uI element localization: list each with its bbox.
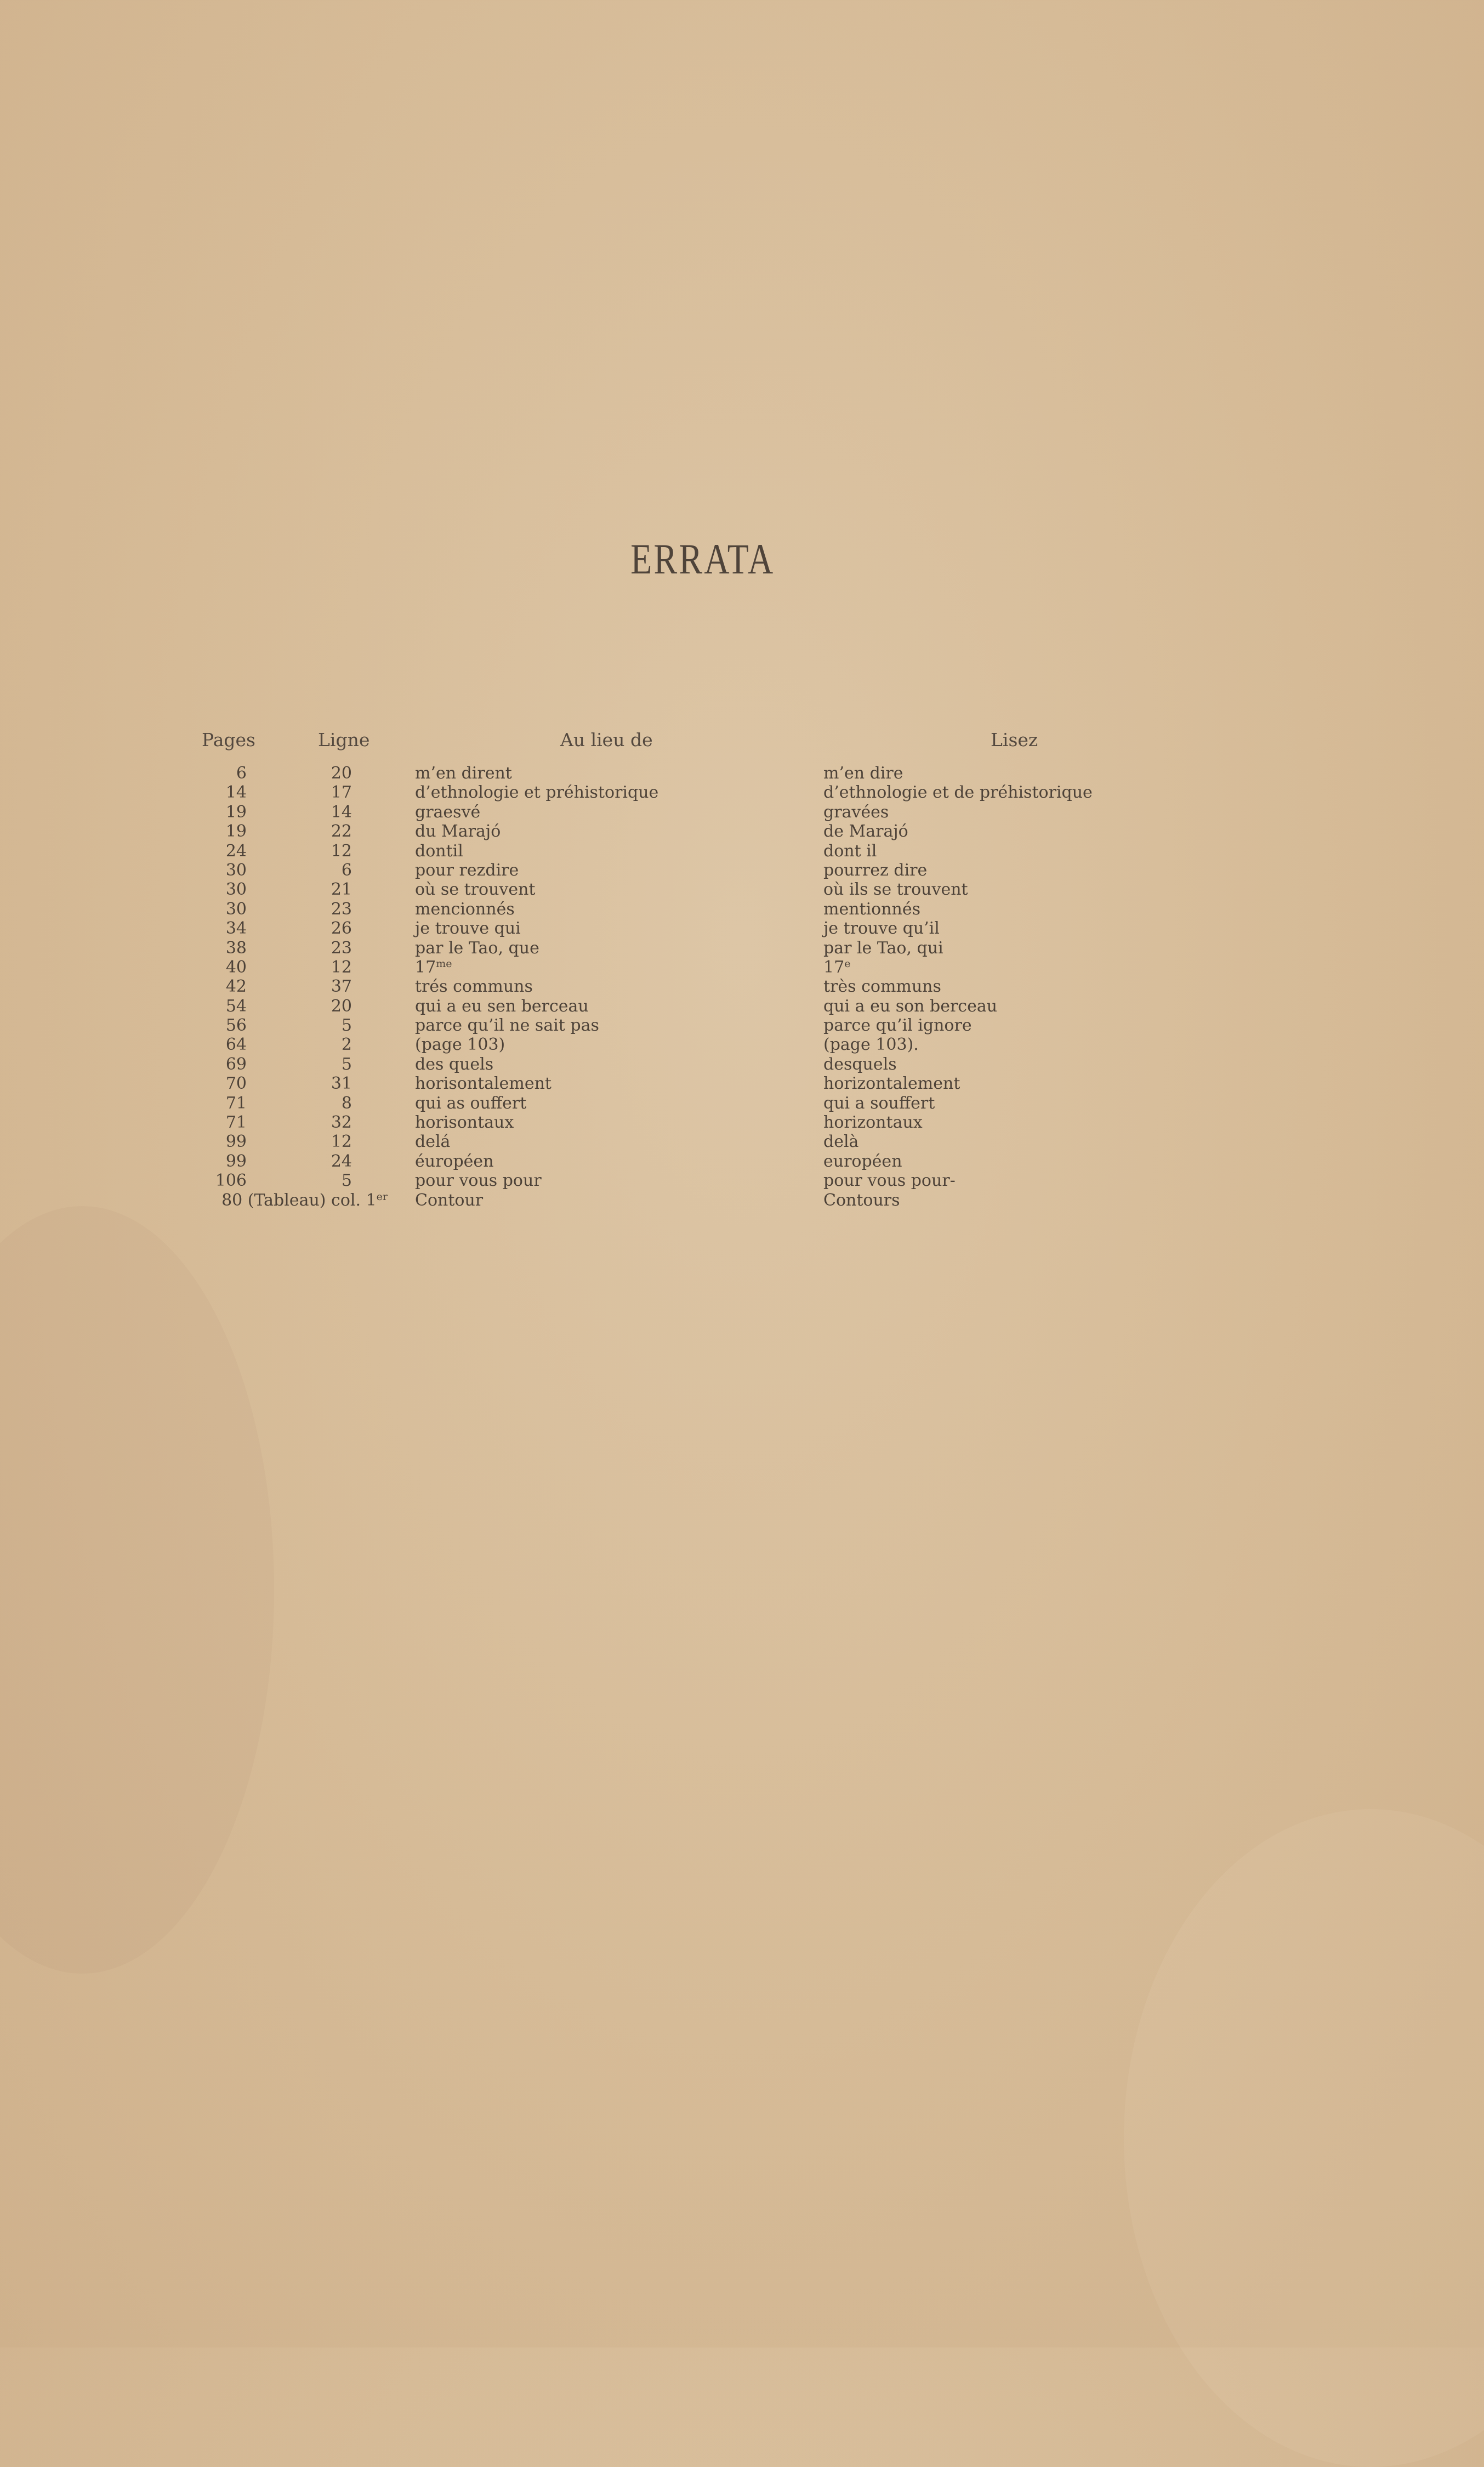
corrected-text: delà bbox=[823, 1132, 859, 1152]
page-number: 56 bbox=[225, 1016, 247, 1036]
page-title: ERRATA bbox=[630, 535, 775, 583]
page-number: 6 bbox=[236, 764, 247, 783]
erroneous-text: mencionnés bbox=[415, 899, 515, 919]
line-number: 24 bbox=[331, 1151, 352, 1171]
line-number: 12 bbox=[331, 1132, 352, 1152]
erroneous-text: trés communs bbox=[415, 977, 533, 997]
corrected-text: qui a eu son berceau bbox=[823, 996, 998, 1016]
erroneous-text: Contour bbox=[415, 1190, 484, 1210]
superscript: me bbox=[436, 957, 452, 970]
paper-stain bbox=[1124, 1809, 1484, 2467]
page-number: 30 bbox=[225, 860, 247, 880]
corrected-text: pourrez dire bbox=[823, 860, 928, 880]
line-number: 26 bbox=[331, 919, 352, 939]
corrected-text: Contours bbox=[823, 1190, 900, 1210]
erroneous-text: parce qu’il ne sait pas bbox=[415, 1016, 599, 1036]
erroneous-text: éuropéen bbox=[415, 1151, 494, 1171]
page-note-text: 80 (Tableau) col. 1 bbox=[221, 1190, 377, 1210]
page-number: 99 bbox=[225, 1132, 247, 1152]
page-number: 24 bbox=[225, 841, 247, 861]
header-pages: Pages bbox=[202, 729, 255, 751]
erroneous-text: où se trouvent bbox=[415, 880, 536, 900]
erroneous-text: horisontalement bbox=[415, 1074, 551, 1094]
erroneous-text: d’ethnologie et préhistorique bbox=[415, 783, 659, 803]
line-number: 12 bbox=[331, 957, 352, 977]
corrected-text: de Marajó bbox=[823, 822, 908, 842]
header-lisez: Lisez bbox=[991, 729, 1038, 751]
erroneous-text-base: 17 bbox=[415, 957, 436, 977]
table-row bbox=[0, 1035, 1484, 1054]
header-ligne: Ligne bbox=[318, 729, 370, 751]
erroneous-text: delá bbox=[415, 1132, 451, 1152]
corrected-text-base: 17 bbox=[823, 957, 845, 977]
corrected-text: d’ethnologie et de préhistorique bbox=[823, 783, 1093, 803]
line-number: 21 bbox=[331, 880, 352, 900]
table-row bbox=[0, 861, 1484, 880]
table-row bbox=[0, 1171, 1484, 1190]
table-row bbox=[0, 900, 1484, 919]
page-number: 99 bbox=[225, 1151, 247, 1171]
page-number: 14 bbox=[225, 783, 247, 803]
line-number: 5 bbox=[341, 1054, 352, 1074]
table-row bbox=[0, 842, 1484, 861]
paper-stain bbox=[0, 1206, 274, 1974]
page-number: 19 bbox=[225, 822, 247, 842]
table-row bbox=[0, 977, 1484, 996]
line-number: 22 bbox=[331, 822, 352, 842]
superscript: er bbox=[376, 1190, 388, 1203]
table-row bbox=[0, 1016, 1484, 1035]
line-number: 2 bbox=[341, 1035, 352, 1055]
page-number: 71 bbox=[225, 1113, 247, 1133]
table-row bbox=[0, 939, 1484, 958]
page-number: 40 bbox=[225, 957, 247, 977]
erroneous-text: m’en dirent bbox=[415, 764, 512, 783]
corrected-text: pour vous pour- bbox=[823, 1171, 956, 1191]
erroneous-text: pour rezdire bbox=[415, 860, 519, 880]
line-number: 31 bbox=[331, 1074, 352, 1094]
corrected-text: gravées bbox=[823, 802, 889, 822]
line-number: 23 bbox=[331, 899, 352, 919]
page-number: 70 bbox=[225, 1074, 247, 1094]
corrected-text: horizontalement bbox=[823, 1074, 960, 1094]
corrected-text: desquels bbox=[823, 1054, 897, 1074]
corrected-text: qui a souffert bbox=[823, 1093, 935, 1113]
page-number: 69 bbox=[225, 1054, 247, 1074]
table-row bbox=[0, 1113, 1484, 1132]
table-row-last bbox=[0, 1191, 1484, 1210]
table-row bbox=[0, 803, 1484, 822]
table-row bbox=[0, 958, 1484, 977]
line-number: 23 bbox=[331, 938, 352, 958]
table-row bbox=[0, 1132, 1484, 1151]
table-row bbox=[0, 764, 1484, 783]
table-row bbox=[0, 1074, 1484, 1093]
erroneous-text: graesvé bbox=[415, 802, 481, 822]
page-number: 54 bbox=[225, 996, 247, 1016]
page-note bbox=[221, 1191, 388, 1210]
line-number: 37 bbox=[331, 977, 352, 997]
line-number: 12 bbox=[331, 841, 352, 861]
table-row bbox=[0, 783, 1484, 802]
line-number: 20 bbox=[331, 996, 352, 1016]
table-row bbox=[0, 1094, 1484, 1113]
erroneous-text: pour vous pour bbox=[415, 1171, 542, 1191]
corrected-text: parce qu’il ignore bbox=[823, 1016, 972, 1036]
page-number: 106 bbox=[215, 1171, 247, 1191]
line-number: 6 bbox=[341, 860, 352, 880]
erroneous-text: par le Tao, que bbox=[415, 938, 539, 958]
page-number: 64 bbox=[225, 1035, 247, 1055]
table-row bbox=[0, 822, 1484, 841]
line-number: 32 bbox=[331, 1113, 352, 1133]
table-row bbox=[0, 919, 1484, 938]
line-number: 17 bbox=[331, 783, 352, 803]
page-number: 19 bbox=[225, 802, 247, 822]
page-number: 30 bbox=[225, 899, 247, 919]
table-row bbox=[0, 1055, 1484, 1074]
line-number: 5 bbox=[341, 1171, 352, 1191]
corrected-text: (page 103). bbox=[823, 1035, 919, 1055]
erroneous-text: qui a eu sen berceau bbox=[415, 996, 589, 1016]
corrected-text: mentionnés bbox=[823, 899, 921, 919]
erroneous-text: qui as ouffert bbox=[415, 1093, 527, 1113]
erroneous-text: dontil bbox=[415, 841, 463, 861]
corrected-text: je trouve qu’il bbox=[823, 919, 940, 939]
line-number: 8 bbox=[341, 1093, 352, 1113]
table-row bbox=[0, 997, 1484, 1016]
corrected-text: dont il bbox=[823, 841, 877, 861]
page-number: 38 bbox=[225, 938, 247, 958]
corrected-text: où ils se trouvent bbox=[823, 880, 968, 900]
erroneous-text: du Marajó bbox=[415, 822, 501, 842]
erroneous-text: (page 103) bbox=[415, 1035, 505, 1055]
page-number: 30 bbox=[225, 880, 247, 900]
corrected-text: m’en dire bbox=[823, 764, 903, 783]
line-number: 5 bbox=[341, 1016, 352, 1036]
page-number: 34 bbox=[225, 919, 247, 939]
line-number: 20 bbox=[331, 764, 352, 783]
corrected-text: européen bbox=[823, 1151, 902, 1171]
erroneous-text: horisontaux bbox=[415, 1113, 514, 1133]
page-number: 42 bbox=[225, 977, 247, 997]
table-row bbox=[0, 880, 1484, 899]
errata-table bbox=[0, 764, 1484, 1210]
erroneous-text: des quels bbox=[415, 1054, 494, 1074]
page-number: 71 bbox=[225, 1093, 247, 1113]
table-row bbox=[0, 1152, 1484, 1171]
corrected-text: horizontaux bbox=[823, 1113, 923, 1133]
superscript: e bbox=[844, 957, 851, 970]
erroneous-text bbox=[415, 958, 452, 977]
corrected-text: très communs bbox=[823, 977, 941, 997]
header-au-lieu-de: Au lieu de bbox=[560, 729, 653, 751]
line-number: 14 bbox=[331, 802, 352, 822]
erroneous-text: je trouve qui bbox=[415, 919, 521, 939]
corrected-text bbox=[823, 958, 850, 977]
corrected-text: par le Tao, qui bbox=[823, 938, 943, 958]
